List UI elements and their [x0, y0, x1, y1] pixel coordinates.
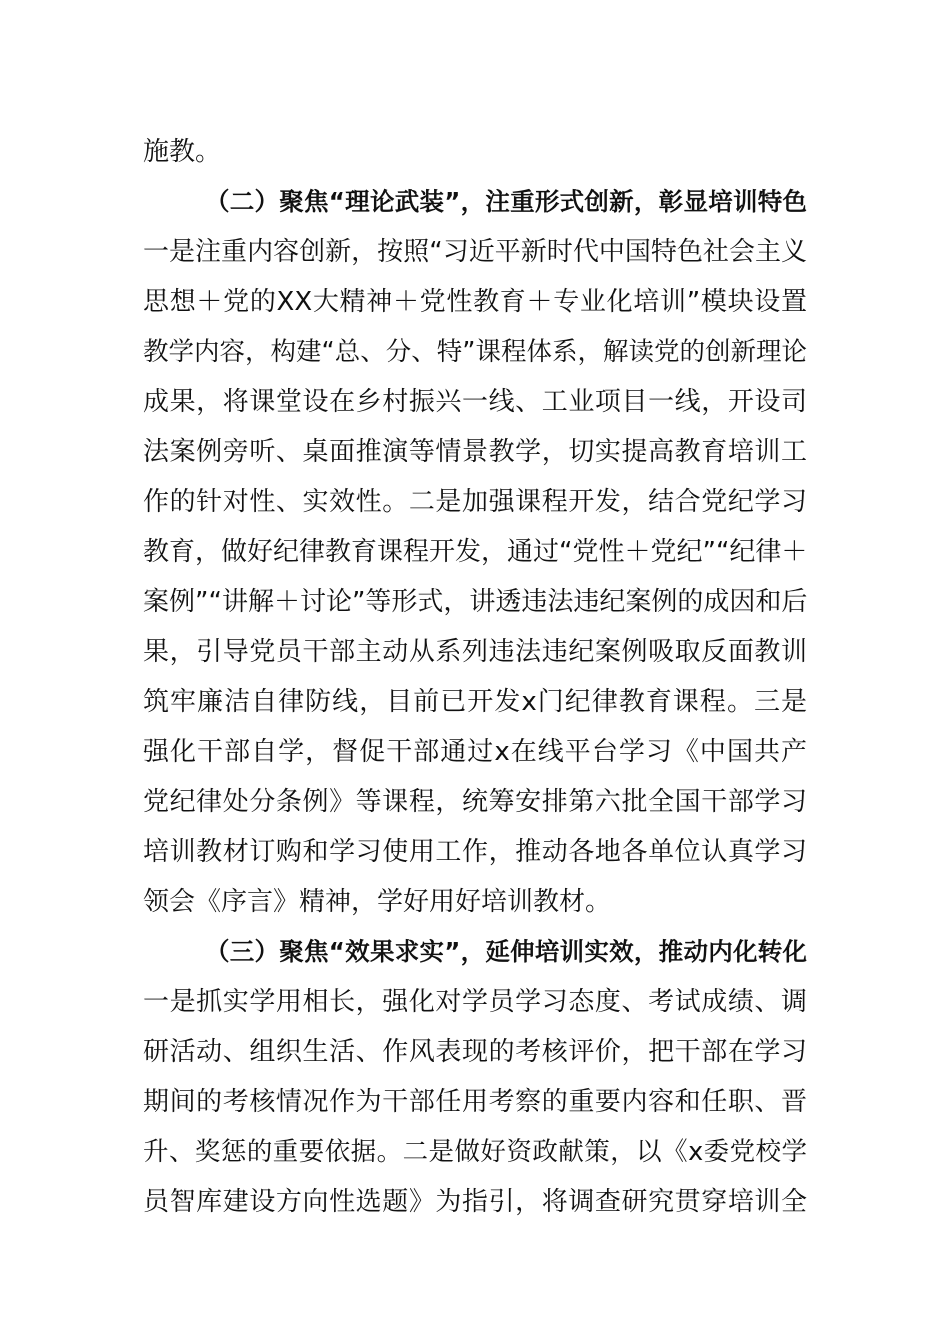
text-line: 党纪律处分条例》等课程，统筹安排第六批全国干部学习: [143, 787, 807, 817]
text-line: 成果，将课堂设在乡村振兴一线、工业项目一线，开设司: [143, 387, 807, 417]
text-line: 期间的考核情况作为干部任用考察的重要内容和任职、晋: [143, 1087, 807, 1117]
text-line: 强化干部自学，督促干部通过x在线平台学习《中国共产: [143, 737, 807, 767]
text-line: 研活动、组织生活、作风表现的考核评价，把干部在学习: [143, 1037, 807, 1067]
text-line: 作的针对性、实效性。二是加强课程开发，结合党纪学习: [143, 487, 807, 517]
text-line: 思想＋党的XX大精神＋党性教育＋专业化培训”模块设置: [143, 287, 807, 317]
text-line: 筑牢廉洁自律防线，目前已开发x门纪律教育课程。三是: [143, 687, 807, 717]
section-heading: （三）聚焦“效果求实”，延伸培训实效，推动内化转化: [205, 937, 807, 966]
text-line: 教育，做好纪律教育课程开发，通过“党性＋党纪”“纪律＋: [143, 537, 808, 567]
section-heading: （二）聚焦“理论武装”，注重形式创新，彰显培训特色: [205, 187, 807, 216]
text-line: 案例”“讲解＋讨论”等形式，讲透违法违纪案例的成因和后: [143, 587, 808, 617]
text-line: 法案例旁听、桌面推演等情景教学，切实提高教育培训工: [143, 437, 807, 467]
text-line: 领会《序言》精神，学好用好培训教材。: [143, 887, 612, 917]
text-line: 施教。: [143, 137, 222, 167]
text-line: 一是注重内容创新，按照“习近平新时代中国特色社会主义: [143, 237, 807, 267]
text-line: 教学内容，构建“总、分、特”课程体系，解读党的创新理论: [143, 337, 807, 367]
text-line: 升、奖惩的重要依据。二是做好资政献策，以《x委党校学: [143, 1137, 807, 1167]
text-line: 一是抓实学用相长，强化对学员学习态度、考试成绩、调: [143, 987, 807, 1017]
text-line: 果，引导党员干部主动从系列违法违纪案例吸取反面教训: [143, 637, 807, 667]
text-line: 员智库建设方向性选题》为指引，将调查研究贯穿培训全: [143, 1187, 807, 1217]
text-line: 培训教材订购和学习使用工作，推动各地各单位认真学习: [143, 837, 807, 867]
